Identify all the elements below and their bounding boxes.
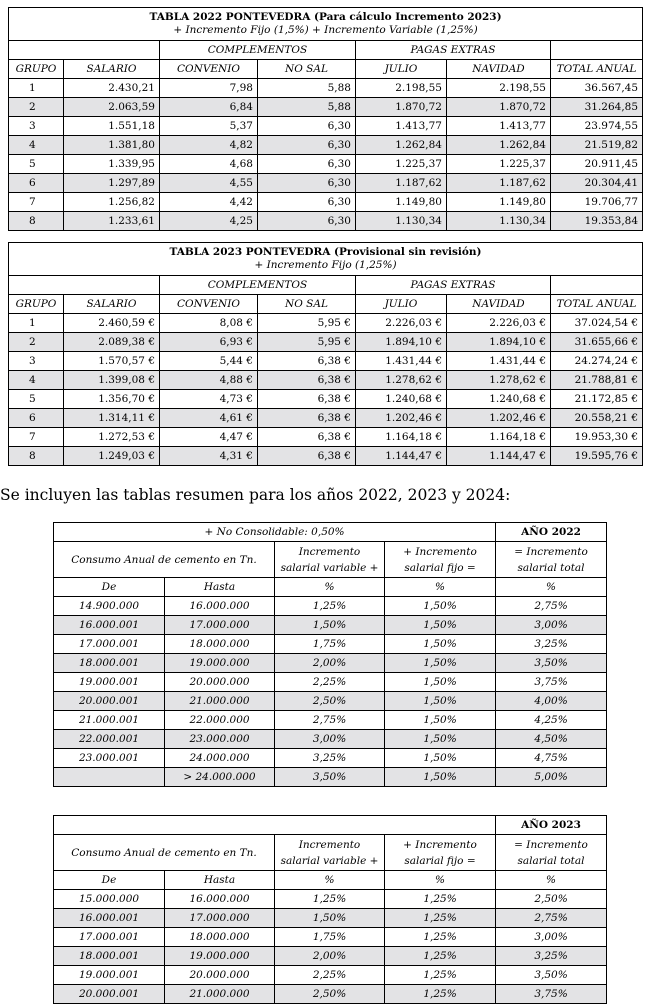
header-line: salarial fijo = bbox=[404, 561, 476, 574]
value-cell: 37.024,54 € bbox=[551, 314, 643, 333]
value-cell: 5,95 € bbox=[258, 333, 356, 352]
range-cell: 21.000.000 bbox=[165, 985, 275, 1004]
value-cell: 6,38 € bbox=[258, 447, 356, 466]
percent-cell: 1,25% bbox=[385, 966, 496, 985]
table-row bbox=[9, 212, 643, 231]
value-cell: 6,38 € bbox=[258, 409, 356, 428]
value-cell: 31.655,66 € bbox=[551, 333, 643, 352]
range-cell: > 24.000.000 bbox=[165, 768, 275, 787]
value-cell: 1.399,08 € bbox=[64, 371, 160, 390]
value-cell: 2.226,03 € bbox=[356, 314, 447, 333]
value-cell: 5,88 bbox=[258, 98, 356, 117]
consumo-header: Consumo Anual de cemento en Tn. bbox=[54, 542, 275, 578]
percent-cell: 1,25% bbox=[385, 947, 496, 966]
range-cell: 22.000.000 bbox=[165, 711, 275, 730]
percent-cell: 2,00% bbox=[275, 654, 385, 673]
value-cell: 5,95 € bbox=[258, 314, 356, 333]
percent-cell: 1,25% bbox=[385, 928, 496, 947]
range-cell: 19.000.001 bbox=[54, 673, 165, 692]
percent-cell: 4,25% bbox=[496, 711, 607, 730]
value-cell: 4,68 bbox=[160, 155, 258, 174]
value-cell: 19.706,77 bbox=[551, 193, 643, 212]
sub-header: % bbox=[275, 578, 385, 597]
value-cell: 1.272,53 € bbox=[64, 428, 160, 447]
value-cell: 1.570,57 € bbox=[64, 352, 160, 371]
percent-cell: 1,50% bbox=[385, 730, 496, 749]
percent-cell: 1,50% bbox=[385, 597, 496, 616]
grupo-cell: 2 bbox=[9, 98, 64, 117]
year-label: AÑO 2023 bbox=[496, 816, 607, 835]
grupo-cell: 3 bbox=[9, 352, 64, 371]
year-label: AÑO 2022 bbox=[496, 523, 607, 542]
grupo-cell: 7 bbox=[9, 428, 64, 447]
value-cell: 6,38 € bbox=[258, 352, 356, 371]
incremento-fijo-header bbox=[385, 835, 496, 871]
intro-paragraph: Se incluyen las tablas resumen para los años 2022, 2023 y 2024: bbox=[0, 486, 511, 504]
value-cell: 6,30 bbox=[258, 136, 356, 155]
value-cell: 1.233,61 bbox=[64, 212, 160, 231]
percent-cell: 1,25% bbox=[385, 909, 496, 928]
table-row bbox=[9, 428, 643, 447]
percent-cell: 1,50% bbox=[385, 654, 496, 673]
table-row bbox=[9, 98, 643, 117]
table-row bbox=[9, 155, 643, 174]
table-row bbox=[9, 333, 643, 352]
header-line: + Incremento bbox=[403, 545, 477, 558]
range-cell: 20.000.001 bbox=[54, 985, 165, 1004]
table-row bbox=[54, 711, 607, 730]
table-row bbox=[54, 768, 607, 787]
incremento-total-header bbox=[496, 542, 607, 578]
percent-cell: 1,50% bbox=[385, 749, 496, 768]
grupo-cell: 4 bbox=[9, 371, 64, 390]
value-cell: 1.202,46 € bbox=[356, 409, 447, 428]
value-cell: 1.431,44 € bbox=[447, 352, 551, 371]
percent-cell: 1,75% bbox=[275, 928, 385, 947]
range-cell: 19.000.000 bbox=[165, 947, 275, 966]
col-header: CONVENIO bbox=[160, 60, 258, 79]
range-cell: 22.000.001 bbox=[54, 730, 165, 749]
sub-header: % bbox=[385, 578, 496, 597]
sub-header: % bbox=[496, 871, 607, 890]
value-cell: 19.953,30 € bbox=[551, 428, 643, 447]
range-cell: 17.000.001 bbox=[54, 928, 165, 947]
header-line: salarial variable + bbox=[280, 561, 379, 574]
value-cell: 1.144,47 € bbox=[447, 447, 551, 466]
range-cell: 23.000.000 bbox=[165, 730, 275, 749]
value-cell: 1.149,80 bbox=[356, 193, 447, 212]
value-cell: 1.164,18 € bbox=[356, 428, 447, 447]
value-cell: 1.356,70 € bbox=[64, 390, 160, 409]
value-cell: 6,30 bbox=[258, 193, 356, 212]
col-header: SALARIO bbox=[64, 60, 160, 79]
table-row bbox=[54, 654, 607, 673]
salary-table-2023 bbox=[8, 242, 643, 466]
blank-cell bbox=[551, 41, 643, 60]
header-line: salarial fijo = bbox=[404, 854, 476, 867]
grupo-cell: 7 bbox=[9, 193, 64, 212]
value-cell: 1.870,72 bbox=[447, 98, 551, 117]
percent-cell: 3,00% bbox=[496, 616, 607, 635]
value-cell: 21.172,85 € bbox=[551, 390, 643, 409]
table-row bbox=[54, 692, 607, 711]
percent-cell: 1,25% bbox=[385, 985, 496, 1004]
percent-cell: 3,50% bbox=[275, 768, 385, 787]
sub-header: De bbox=[54, 578, 165, 597]
value-cell: 6,93 € bbox=[160, 333, 258, 352]
col-header: NAVIDAD bbox=[447, 295, 551, 314]
value-cell: 1.413,77 bbox=[447, 117, 551, 136]
table-row bbox=[9, 447, 643, 466]
range-cell: 16.000.000 bbox=[165, 597, 275, 616]
value-cell: 4,25 bbox=[160, 212, 258, 231]
percent-cell: 2,50% bbox=[275, 692, 385, 711]
table-row bbox=[54, 928, 607, 947]
percent-cell: 3,25% bbox=[496, 635, 607, 654]
percent-cell: 2,50% bbox=[275, 985, 385, 1004]
table-row bbox=[54, 635, 607, 654]
value-cell: 19.595,76 € bbox=[551, 447, 643, 466]
grupo-cell: 2 bbox=[9, 333, 64, 352]
percent-cell: 1,50% bbox=[385, 673, 496, 692]
range-cell: 20.000.000 bbox=[165, 966, 275, 985]
value-cell: 1.431,44 € bbox=[356, 352, 447, 371]
range-cell: 23.000.001 bbox=[54, 749, 165, 768]
range-cell: 17.000.001 bbox=[54, 635, 165, 654]
value-cell: 4,31 € bbox=[160, 447, 258, 466]
incremento-fijo-header bbox=[385, 542, 496, 578]
value-cell: 2.226,03 € bbox=[447, 314, 551, 333]
value-cell: 1.894,10 € bbox=[356, 333, 447, 352]
table-title-cell bbox=[9, 8, 643, 41]
consumo-header: Consumo Anual de cemento en Tn. bbox=[54, 835, 275, 871]
value-cell: 20.304,41 bbox=[551, 174, 643, 193]
percent-cell: 1,25% bbox=[275, 597, 385, 616]
range-cell: 19.000.001 bbox=[54, 966, 165, 985]
percent-cell: 4,50% bbox=[496, 730, 607, 749]
table-title-cell bbox=[9, 243, 643, 276]
blank-cell bbox=[551, 276, 643, 295]
value-cell: 5,44 € bbox=[160, 352, 258, 371]
pagas-extras-header: PAGAS EXTRAS bbox=[356, 276, 551, 295]
col-header: GRUPO bbox=[9, 60, 64, 79]
grupo-cell: 1 bbox=[9, 79, 64, 98]
percent-cell: 3,25% bbox=[496, 947, 607, 966]
value-cell: 4,47 € bbox=[160, 428, 258, 447]
salary-table-2022 bbox=[8, 7, 643, 231]
value-cell: 4,55 bbox=[160, 174, 258, 193]
value-cell: 2.460,59 € bbox=[64, 314, 160, 333]
percent-cell: 1,25% bbox=[275, 890, 385, 909]
percent-cell: 4,75% bbox=[496, 749, 607, 768]
value-cell: 31.264,85 bbox=[551, 98, 643, 117]
incremento-total-header bbox=[496, 835, 607, 871]
range-cell: 19.000.000 bbox=[165, 654, 275, 673]
grupo-cell: 8 bbox=[9, 212, 64, 231]
table-subtitle: + Incremento Fijo (1,25%) bbox=[254, 259, 397, 271]
percent-cell: 1,50% bbox=[385, 692, 496, 711]
table-row bbox=[54, 616, 607, 635]
value-cell: 6,30 bbox=[258, 117, 356, 136]
col-header: SALARIO bbox=[64, 295, 160, 314]
table-row bbox=[54, 749, 607, 768]
value-cell: 1.202,46 € bbox=[447, 409, 551, 428]
value-cell: 1.870,72 bbox=[356, 98, 447, 117]
range-cell: 16.000.000 bbox=[165, 890, 275, 909]
value-cell: 1.256,82 bbox=[64, 193, 160, 212]
value-cell: 1.130,34 bbox=[447, 212, 551, 231]
value-cell: 23.974,55 bbox=[551, 117, 643, 136]
value-cell: 6,38 € bbox=[258, 371, 356, 390]
pagas-extras-header: PAGAS EXTRAS bbox=[356, 41, 551, 60]
value-cell: 1.262,84 bbox=[356, 136, 447, 155]
percent-cell: 3,75% bbox=[496, 673, 607, 692]
percent-cell: 1,50% bbox=[385, 711, 496, 730]
table-row bbox=[54, 597, 607, 616]
table-row bbox=[54, 730, 607, 749]
col-header: TOTAL ANUAL bbox=[551, 60, 643, 79]
col-header: JULIO bbox=[356, 295, 447, 314]
table-row bbox=[54, 673, 607, 692]
percent-cell: 2,75% bbox=[275, 711, 385, 730]
col-header: GRUPO bbox=[9, 295, 64, 314]
value-cell: 8,08 € bbox=[160, 314, 258, 333]
value-cell: 6,38 € bbox=[258, 428, 356, 447]
value-cell: 1.240,68 € bbox=[356, 390, 447, 409]
value-cell: 20.558,21 € bbox=[551, 409, 643, 428]
col-header: NO SAL bbox=[258, 60, 356, 79]
value-cell: 1.187,62 bbox=[356, 174, 447, 193]
percent-cell: 3,50% bbox=[496, 654, 607, 673]
percent-cell: 1,50% bbox=[385, 616, 496, 635]
range-cell: 17.000.000 bbox=[165, 909, 275, 928]
blank-cell bbox=[9, 41, 160, 60]
table-title: TABLA 2022 PONTEVEDRA (Para cálculo Incremento 2023) bbox=[149, 11, 502, 23]
range-cell: 18.000.001 bbox=[54, 654, 165, 673]
value-cell: 2.198,55 bbox=[356, 79, 447, 98]
grupo-cell: 6 bbox=[9, 409, 64, 428]
percent-cell: 2,75% bbox=[496, 597, 607, 616]
percent-cell: 2,25% bbox=[275, 673, 385, 692]
complementos-header: COMPLEMENTOS bbox=[160, 276, 356, 295]
value-cell: 1.164,18 € bbox=[447, 428, 551, 447]
percent-cell: 1,25% bbox=[385, 890, 496, 909]
value-cell: 1.297,89 bbox=[64, 174, 160, 193]
header-line: + Incremento bbox=[403, 838, 477, 851]
percent-cell: 4,00% bbox=[496, 692, 607, 711]
table-row bbox=[9, 352, 643, 371]
col-header: NAVIDAD bbox=[447, 60, 551, 79]
table-row bbox=[9, 117, 643, 136]
table-row bbox=[9, 314, 643, 333]
value-cell: 5,37 bbox=[160, 117, 258, 136]
value-cell: 1.149,80 bbox=[447, 193, 551, 212]
value-cell: 24.274,24 € bbox=[551, 352, 643, 371]
percent-cell: 3,75% bbox=[496, 985, 607, 1004]
table-row bbox=[9, 174, 643, 193]
col-header: NO SAL bbox=[258, 295, 356, 314]
value-cell: 19.353,84 bbox=[551, 212, 643, 231]
value-cell: 4,73 € bbox=[160, 390, 258, 409]
value-cell: 4,82 bbox=[160, 136, 258, 155]
range-cell: 18.000.000 bbox=[165, 635, 275, 654]
value-cell: 2.430,21 bbox=[64, 79, 160, 98]
range-cell: 15.000.000 bbox=[54, 890, 165, 909]
value-cell: 1.240,68 € bbox=[447, 390, 551, 409]
percent-cell: 2,00% bbox=[275, 947, 385, 966]
range-cell: 14.900.000 bbox=[54, 597, 165, 616]
table-row bbox=[9, 79, 643, 98]
table-row bbox=[54, 890, 607, 909]
grupo-cell: 5 bbox=[9, 390, 64, 409]
percent-cell: 3,00% bbox=[275, 730, 385, 749]
grupo-cell: 4 bbox=[9, 136, 64, 155]
table-row bbox=[9, 409, 643, 428]
sub-header: Hasta bbox=[165, 871, 275, 890]
grupo-cell: 3 bbox=[9, 117, 64, 136]
value-cell: 2.063,59 bbox=[64, 98, 160, 117]
value-cell: 21.519,82 bbox=[551, 136, 643, 155]
summary-table-2023 bbox=[53, 815, 607, 1004]
value-cell: 1.249,03 € bbox=[64, 447, 160, 466]
value-cell: 1.339,95 bbox=[64, 155, 160, 174]
table-row bbox=[54, 909, 607, 928]
sub-header: Hasta bbox=[165, 578, 275, 597]
value-cell: 4,88 € bbox=[160, 371, 258, 390]
blank-cell bbox=[9, 276, 160, 295]
col-header: TOTAL ANUAL bbox=[551, 295, 643, 314]
sub-header: % bbox=[496, 578, 607, 597]
value-cell: 1.144,47 € bbox=[356, 447, 447, 466]
value-cell: 1.278,62 € bbox=[447, 371, 551, 390]
percent-cell: 1,50% bbox=[275, 616, 385, 635]
value-cell: 1.894,10 € bbox=[447, 333, 551, 352]
percent-cell: 3,50% bbox=[496, 966, 607, 985]
header-line: salarial variable + bbox=[280, 854, 379, 867]
value-cell: 7,98 bbox=[160, 79, 258, 98]
range-cell: 20.000.001 bbox=[54, 692, 165, 711]
grupo-cell: 6 bbox=[9, 174, 64, 193]
value-cell: 1.262,84 bbox=[447, 136, 551, 155]
grupo-cell: 1 bbox=[9, 314, 64, 333]
percent-cell: 3,25% bbox=[275, 749, 385, 768]
range-cell: 21.000.000 bbox=[165, 692, 275, 711]
value-cell: 1.314,11 € bbox=[64, 409, 160, 428]
header-line: = Incremento bbox=[514, 545, 588, 558]
value-cell: 1.551,18 bbox=[64, 117, 160, 136]
value-cell: 6,38 € bbox=[258, 390, 356, 409]
table-row bbox=[54, 947, 607, 966]
value-cell: 1.381,80 bbox=[64, 136, 160, 155]
table-row bbox=[9, 390, 643, 409]
col-header: JULIO bbox=[356, 60, 447, 79]
grupo-cell: 8 bbox=[9, 447, 64, 466]
range-cell bbox=[54, 768, 165, 787]
percent-cell: 1,75% bbox=[275, 635, 385, 654]
percent-cell: 1,50% bbox=[385, 768, 496, 787]
range-cell: 18.000.001 bbox=[54, 947, 165, 966]
table-row bbox=[9, 193, 643, 212]
col-header: CONVENIO bbox=[160, 295, 258, 314]
value-cell: 4,61 € bbox=[160, 409, 258, 428]
value-cell: 36.567,45 bbox=[551, 79, 643, 98]
percent-cell: 5,00% bbox=[496, 768, 607, 787]
table-row bbox=[9, 371, 643, 390]
header-line: Incremento bbox=[298, 545, 361, 558]
percent-cell: 3,00% bbox=[496, 928, 607, 947]
value-cell: 20.911,45 bbox=[551, 155, 643, 174]
value-cell: 6,30 bbox=[258, 155, 356, 174]
range-cell: 24.000.000 bbox=[165, 749, 275, 768]
value-cell: 1.130,34 bbox=[356, 212, 447, 231]
table-row bbox=[54, 966, 607, 985]
value-cell: 5,88 bbox=[258, 79, 356, 98]
table-subtitle: + Incremento Fijo (1,5%) + Incremento Variable (1,25%) bbox=[173, 24, 478, 36]
header-line: salarial total bbox=[517, 854, 585, 867]
summary-table-2022 bbox=[53, 522, 607, 787]
range-cell: 16.000.001 bbox=[54, 616, 165, 635]
percent-cell: 1,50% bbox=[275, 909, 385, 928]
sub-header: % bbox=[385, 871, 496, 890]
header-line: Incremento bbox=[298, 838, 361, 851]
value-cell: 2.089,38 € bbox=[64, 333, 160, 352]
range-cell: 16.000.001 bbox=[54, 909, 165, 928]
percent-cell: 2,50% bbox=[496, 890, 607, 909]
header-line: = Incremento bbox=[514, 838, 588, 851]
value-cell: 21.788,81 € bbox=[551, 371, 643, 390]
value-cell: 4,42 bbox=[160, 193, 258, 212]
value-cell: 2.198,55 bbox=[447, 79, 551, 98]
value-cell: 6,30 bbox=[258, 174, 356, 193]
value-cell: 1.187,62 bbox=[447, 174, 551, 193]
percent-cell: 1,50% bbox=[385, 635, 496, 654]
table-row bbox=[9, 136, 643, 155]
value-cell: 1.278,62 € bbox=[356, 371, 447, 390]
table-title: TABLA 2023 PONTEVEDRA (Provisional sin revisión) bbox=[169, 246, 482, 258]
range-cell: 21.000.001 bbox=[54, 711, 165, 730]
percent-cell: 2,75% bbox=[496, 909, 607, 928]
complementos-header: COMPLEMENTOS bbox=[160, 41, 356, 60]
incremento-variable-header bbox=[275, 542, 385, 578]
grupo-cell: 5 bbox=[9, 155, 64, 174]
sub-header: % bbox=[275, 871, 385, 890]
value-cell: 6,30 bbox=[258, 212, 356, 231]
table-row bbox=[54, 985, 607, 1004]
percent-cell: 2,25% bbox=[275, 966, 385, 985]
value-cell: 1.413,77 bbox=[356, 117, 447, 136]
sub-header: De bbox=[54, 871, 165, 890]
header-line: salarial total bbox=[517, 561, 585, 574]
value-cell: 6,84 bbox=[160, 98, 258, 117]
range-cell: 17.000.000 bbox=[165, 616, 275, 635]
no-consolidable-note: + No Consolidable: 0,50% bbox=[54, 523, 496, 542]
value-cell: 1.225,37 bbox=[356, 155, 447, 174]
value-cell: 1.225,37 bbox=[447, 155, 551, 174]
blank-cell bbox=[54, 816, 496, 835]
range-cell: 20.000.000 bbox=[165, 673, 275, 692]
incremento-variable-header bbox=[275, 835, 385, 871]
range-cell: 18.000.000 bbox=[165, 928, 275, 947]
